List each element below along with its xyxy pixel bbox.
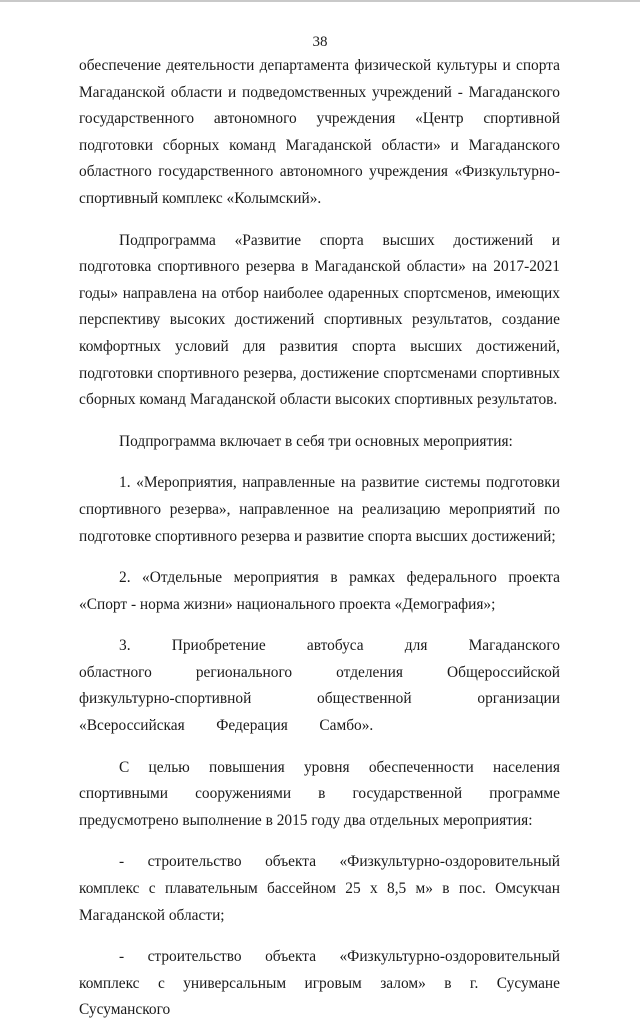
list-item-3: 3. Приобретение автобуса для Магаданского областного регионального отделения Общероссийской физкультурно-спортивной общественной организации «Всероссийская Федерация Самбо». [79,637,560,735]
list-item-2: 2. «Отдельные мероприятия в рамках федерального проекта «Спорт - норма жизни» национального проекта «Демография»; [79,569,560,613]
paragraph-4: С целью повышения уровня обеспеченности населения спортивными сооружениями в государственной программе предусмотрено выполнение в 2015 году два отдельных мероприятия: [79,758,560,829]
list-item-1: 1. «Мероприятия, направленные на развитие системы подготовки спортивного резерва», направленное на реализацию мероприятий по подготовке спортивного резерва и развитие спорта высших достижений; [79,474,560,545]
page-number: 38 [312,34,328,50]
page-top-border [0,0,640,2]
paragraph-1: обеспечение деятельности департамента физической культуры и спорта Магаданской области и подведомственных учреждений - Магаданского государственного автономного учреждения «Центр спортивной подготовки сборных команд Магаданской области» и Магаданского областного государственного автономного учреждения «Физкультурно-спортивный комплекс «Колымский». [79,57,560,207]
paragraph-3: Подпрограмма включает в себя три основных мероприятия: [119,432,513,450]
bullet-item-1: - строительство объекта «Физкультурно-оздоровительный комплекс с плавательным бассейном 25 х 8,5 м» в пос. Омсукчан Магаданской области; [79,853,560,924]
bullet-item-2: - строительство объекта «Физкультурно-оздоровительный комплекс с универсальным игровым залом» в г. Сусумане Сусуманского [79,948,560,1019]
document-body [79,53,560,1024]
paragraph-2: Подпрограмма «Развитие спорта высших достижений и подготовка спортивного резерва в Магаданской области» на 2017-2021 годы» направлена на отбор наиболее одаренных спортсменов, имеющих перспективу высоких достижений спортивных результатов, создание комфортных условий для развития спорта высших достижений, подготовки спортивного резерва, достижение спортсменами спортивных сборных команд Магаданской области высоких спортивных результатов. [79,231,560,409]
